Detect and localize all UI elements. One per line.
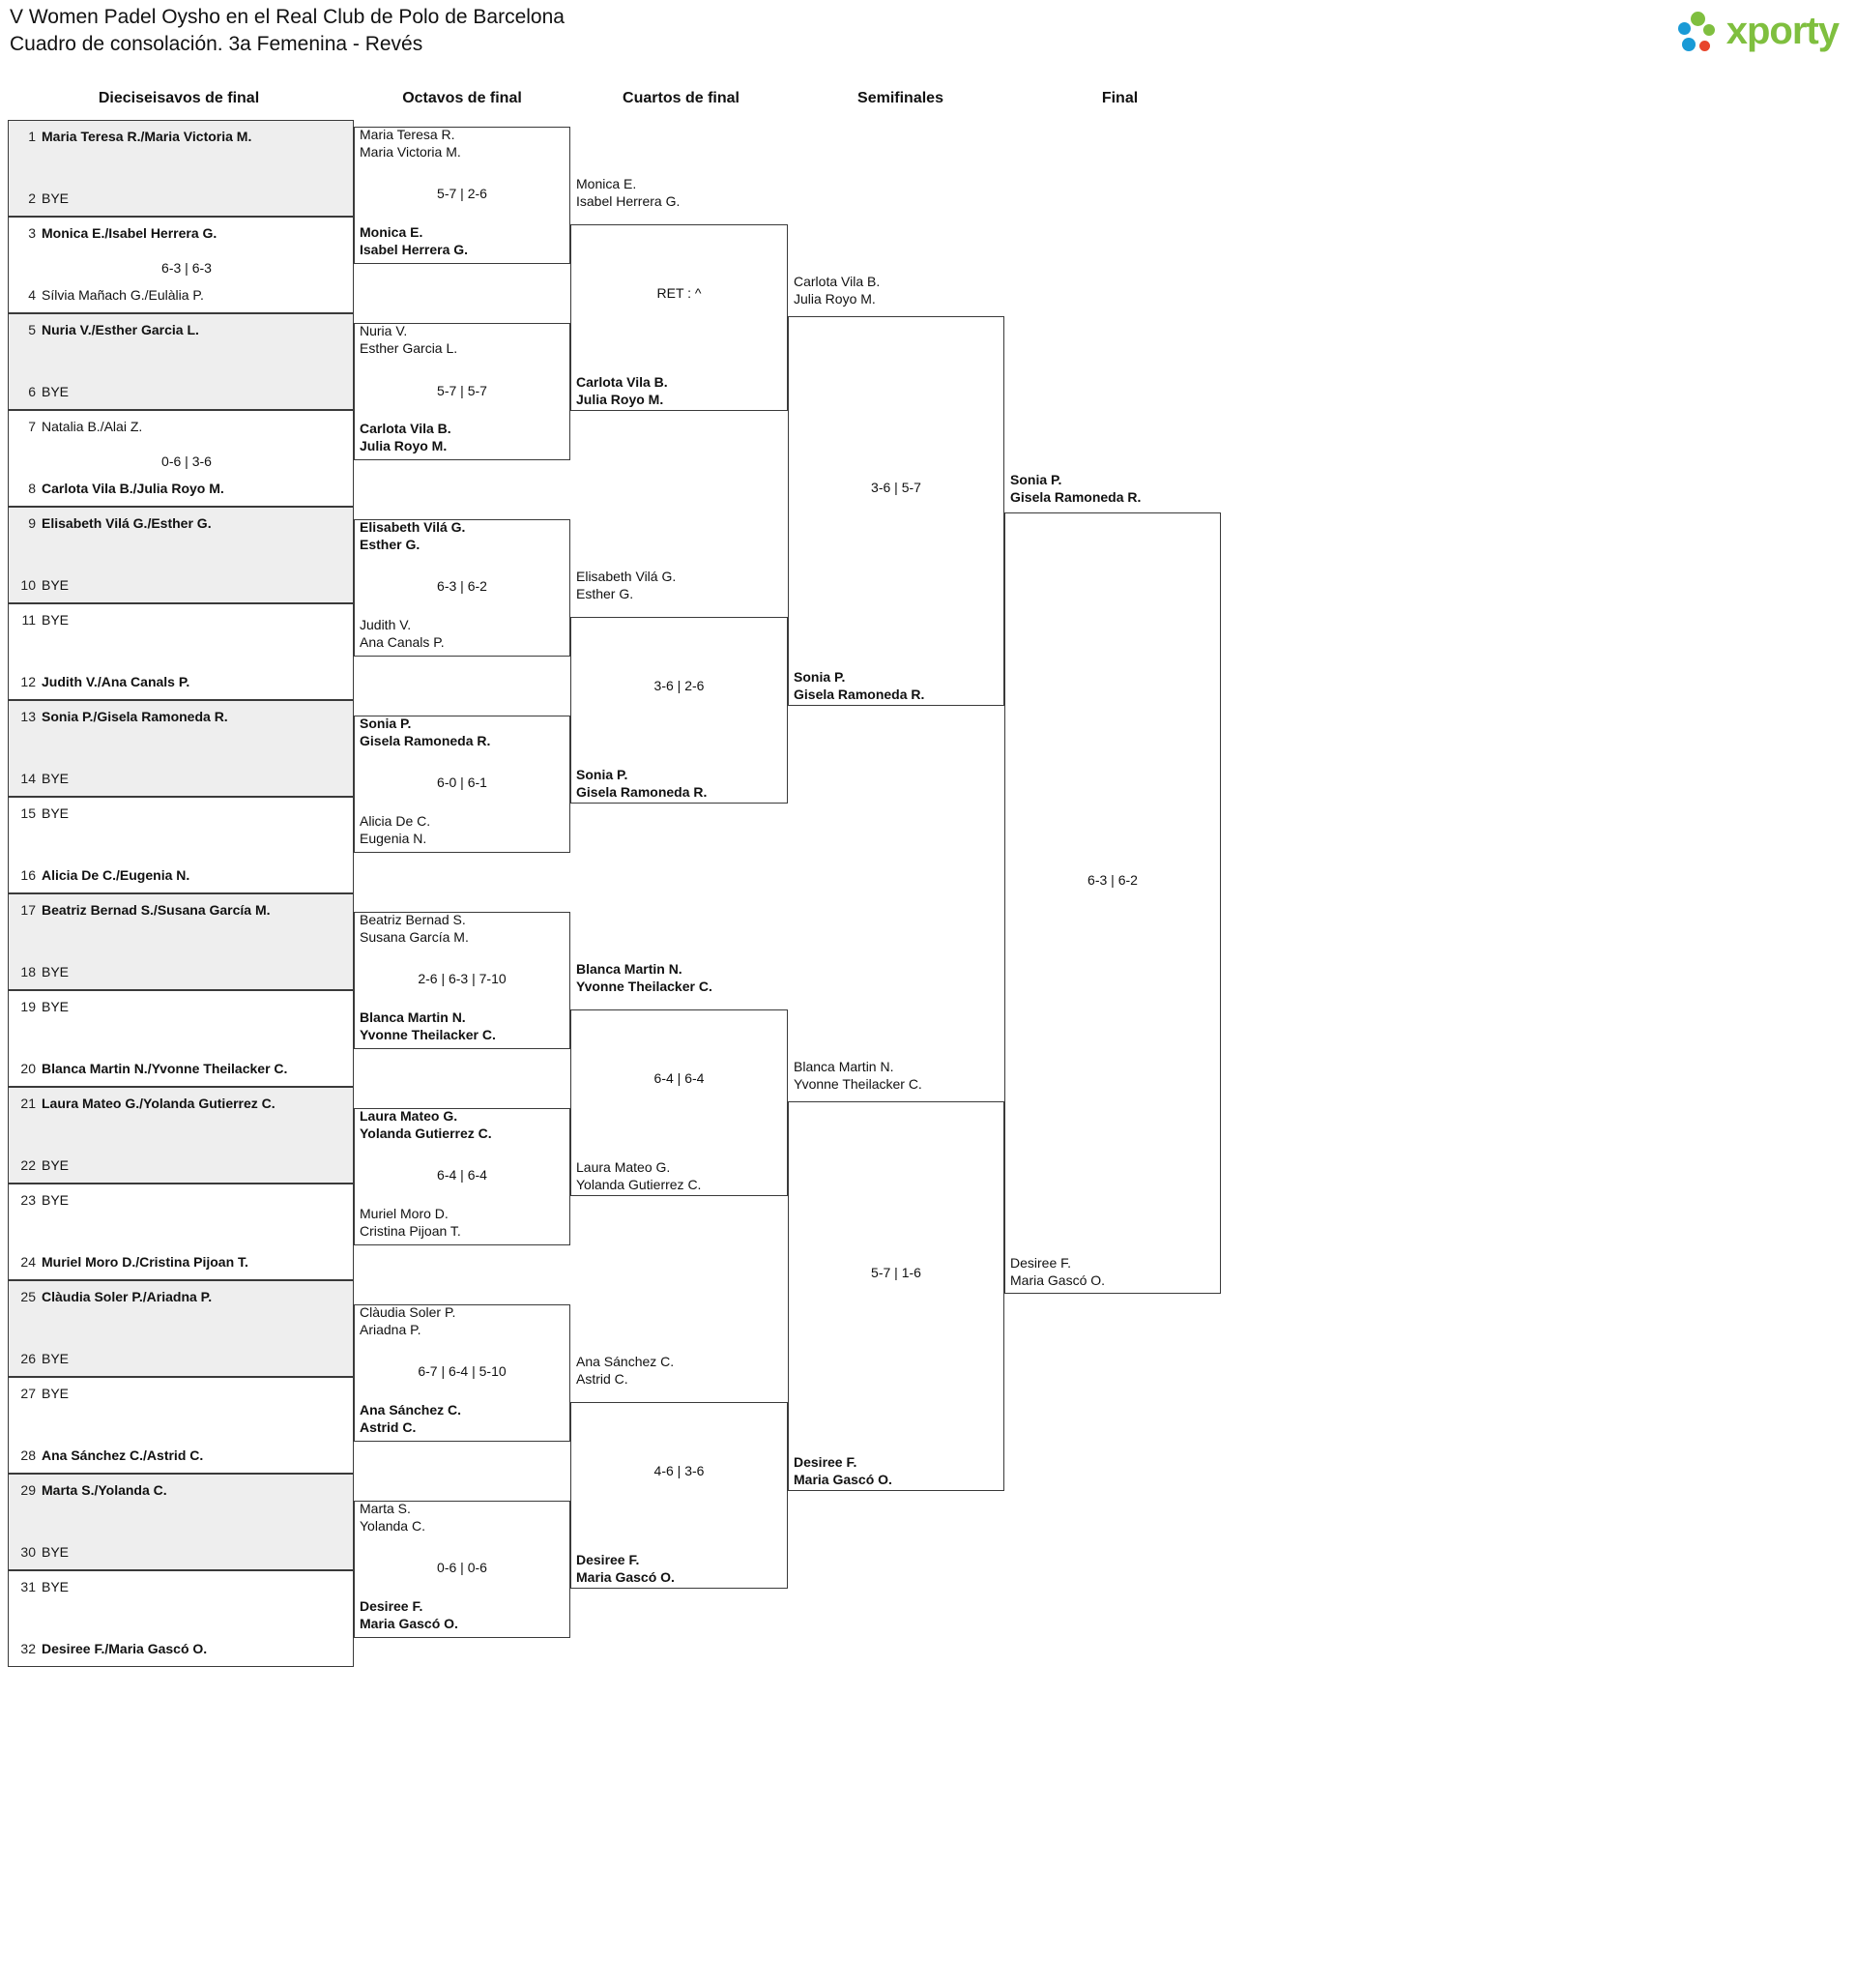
seed-pair-15[interactable] [8, 1474, 354, 1570]
seed-name: Maria Teresa R./Maria Victoria M. [42, 129, 252, 144]
match-team-top-line2: Esther Garcia L. [360, 340, 458, 356]
match-team-top-line2: Esther G. [576, 586, 634, 601]
match-team-top-line1: Marta S. [360, 1501, 411, 1516]
seed-number: 18 [20, 964, 36, 979]
seed-pair-6[interactable] [8, 603, 354, 700]
match-team-bottom-line1: Desiree F. [360, 1598, 423, 1614]
seed-name: BYE [42, 1386, 70, 1401]
match-score: 5-7 | 2-6 [437, 186, 487, 201]
seed-name: Laura Mateo G./Yolanda Gutierrez C. [42, 1096, 276, 1111]
match-team-top-line2: Yvonne Theilacker C. [794, 1076, 922, 1092]
match-team-bottom-line1: Sonia P. [576, 767, 628, 782]
match-team-bottom-line2: Maria Gascó O. [1010, 1272, 1106, 1288]
seed-pair-9[interactable] [8, 893, 354, 990]
tournament-subtitle: Cuadro de consolación. 3a Femenina - Revés [10, 33, 423, 55]
seed-name: Nuria V./Esther Garcia L. [42, 322, 199, 337]
seed-number: 24 [20, 1254, 36, 1270]
match-team-bottom-line1: Monica E. [360, 224, 423, 240]
match-score: 3-6 | 5-7 [871, 480, 921, 495]
seed-number: 6 [28, 384, 36, 399]
seed-number: 9 [28, 515, 36, 531]
match-score: 6-7 | 6-4 | 5-10 [418, 1363, 507, 1379]
match-final[interactable] [1004, 512, 1221, 1294]
match-team-top-line2: Yolanda Gutierrez C. [360, 1126, 492, 1141]
match-team-top-line2: Yvonne Theilacker C. [576, 979, 712, 994]
seed-name: BYE [42, 1544, 70, 1560]
seed-name: Sílvia Mañach G./Eulàlia P. [42, 287, 204, 303]
match-team-top-line2: Yolanda C. [360, 1518, 425, 1534]
match-team-top-line1: Sonia P. [1010, 472, 1062, 487]
seed-name: Desiree F./Maria Gascó O. [42, 1641, 208, 1656]
match-team-bottom-line1: Alicia De C. [360, 813, 431, 829]
seed-number: 12 [20, 674, 36, 689]
match-team-top-line2: Maria Victoria M. [360, 144, 461, 160]
seed-number: 17 [20, 902, 36, 918]
match-team-top-line1: Ana Sánchez C. [576, 1354, 675, 1369]
seed-name: BYE [42, 612, 70, 628]
match-team-top-line1: Elisabeth Vilá G. [360, 519, 466, 535]
page-title [10, 4, 1073, 58]
match-score: 0-6 | 0-6 [437, 1560, 487, 1575]
seed-pair-5[interactable] [8, 507, 354, 603]
seed-name: Natalia B./Alai Z. [42, 419, 143, 434]
match-team-bottom-line1: Blanca Martin N. [360, 1009, 466, 1025]
seed-number: 21 [20, 1096, 36, 1111]
match-team-top-line2: Gisela Ramoneda R. [360, 733, 491, 748]
seed-number: 2 [28, 190, 36, 206]
seed-pair-16[interactable] [8, 1570, 354, 1667]
match-team-top-line1: Clàudia Soler P. [360, 1304, 456, 1320]
match-score: 2-6 | 6-3 | 7-10 [418, 971, 507, 986]
match-team-bottom-line1: Sonia P. [794, 669, 846, 685]
match-team-bottom-line2: Julia Royo M. [360, 438, 448, 453]
match-team-bottom-line2: Maria Gascó O. [576, 1569, 675, 1585]
seed-pair-8[interactable] [8, 797, 354, 893]
seed-number: 3 [28, 225, 36, 241]
match-team-bottom-line1: Ana Sánchez C. [360, 1402, 462, 1418]
seed-name: BYE [42, 964, 70, 979]
seed-pair-2[interactable] [8, 217, 354, 313]
seed-pair-1[interactable] [8, 120, 354, 217]
match-team-bottom-line2: Julia Royo M. [576, 392, 664, 407]
seed-name: Ana Sánchez C./Astrid C. [42, 1447, 204, 1463]
logo-dots-icon [1678, 12, 1719, 52]
match-team-bottom-line1: Judith V. [360, 617, 412, 632]
match-team-bottom-line1: Desiree F. [1010, 1255, 1072, 1271]
seed-number: 20 [20, 1061, 36, 1076]
seed-number: 23 [20, 1192, 36, 1208]
match-team-top-line1: Maria Teresa R. [360, 127, 455, 142]
round-header-cuartos: Cuartos de final [623, 90, 740, 106]
match-team-bottom-line2: Astrid C. [360, 1419, 417, 1435]
match-team-top-line1: Beatriz Bernad S. [360, 912, 466, 927]
seed-name: BYE [42, 1351, 70, 1366]
seed-number: 7 [28, 419, 36, 434]
seed-name: BYE [42, 1579, 70, 1594]
match-semifinal-2[interactable] [788, 1101, 1004, 1491]
seed-name: BYE [42, 999, 70, 1014]
match-score: 5-7 | 5-7 [437, 383, 487, 398]
seed-number: 8 [28, 481, 36, 496]
seed-name: Blanca Martin N./Yvonne Theilacker C. [42, 1061, 288, 1076]
seed-number: 19 [20, 999, 36, 1014]
seed-name: Clàudia Soler P./Ariadna P. [42, 1289, 213, 1304]
seed-number: 22 [20, 1157, 36, 1173]
match-team-bottom-line1: Laura Mateo G. [576, 1159, 671, 1175]
match-semifinal-1[interactable] [788, 316, 1004, 706]
match-team-bottom-line2: Isabel Herrera G. [360, 242, 469, 257]
seed-pair-10[interactable] [8, 990, 354, 1087]
seed-name: Elisabeth Vilá G./Esther G. [42, 515, 212, 531]
seed-number: 25 [20, 1289, 36, 1304]
match-team-bottom-line1: Desiree F. [576, 1552, 640, 1567]
match-score: 3-6 | 2-6 [653, 678, 705, 693]
seed-name: Judith V./Ana Canals P. [42, 674, 190, 689]
seed-name: BYE [42, 577, 70, 593]
match-team-top-line2: Esther G. [360, 537, 420, 552]
match-team-top-line1: Nuria V. [360, 323, 408, 338]
seed-name: Sonia P./Gisela Ramoneda R. [42, 709, 228, 724]
seed-number: 10 [20, 577, 36, 593]
match-score: 6-3 | 6-2 [1088, 872, 1138, 888]
match-team-bottom-line1: Muriel Moro D. [360, 1206, 449, 1221]
seed-pair-7[interactable] [8, 700, 354, 797]
seed-number: 32 [20, 1641, 36, 1656]
seed-name: BYE [42, 805, 70, 821]
match-score: 4-6 | 3-6 [653, 1463, 705, 1478]
seed-name: Monica E./Isabel Herrera G. [42, 225, 218, 241]
match-team-bottom-line2: Maria Gascó O. [794, 1472, 892, 1487]
match-score: 5-7 | 1-6 [871, 1265, 921, 1280]
match-team-bottom-line2: Yvonne Theilacker C. [360, 1027, 496, 1042]
seed-name: BYE [42, 1157, 70, 1173]
seed-pair-13[interactable] [8, 1280, 354, 1377]
match-team-bottom-line1: Desiree F. [794, 1454, 857, 1470]
seed-pair-11[interactable] [8, 1087, 354, 1184]
seed-number: 4 [28, 287, 36, 303]
seed-score: 0-6 | 3-6 [161, 453, 212, 469]
match-team-bottom-line2: Gisela Ramoneda R. [576, 784, 708, 800]
seed-number: 30 [20, 1544, 36, 1560]
seed-name: BYE [42, 190, 70, 206]
seed-number: 15 [20, 805, 36, 821]
match-team-top-line1: Elisabeth Vilá G. [576, 569, 677, 584]
match-team-top-line1: Laura Mateo G. [360, 1108, 458, 1124]
round-header-final: Final [1101, 90, 1139, 106]
match-team-top-line1: Blanca Martin N. [576, 961, 682, 977]
seed-number: 29 [20, 1482, 36, 1498]
match-team-bottom-line1: Carlota Vila B. [576, 374, 668, 390]
round-header-r16: Dieciseisavos de final [98, 90, 260, 106]
match-team-bottom-line2: Maria Gascó O. [360, 1616, 458, 1631]
match-team-top-line2: Isabel Herrera G. [576, 193, 681, 209]
seed-name: Marta S./Yolanda C. [42, 1482, 167, 1498]
match-team-top-line2: Gisela Ramoneda R. [1010, 489, 1142, 505]
match-team-top-line1: Blanca Martin N. [794, 1059, 894, 1074]
seed-number: 16 [20, 867, 36, 883]
seed-name: Carlota Vila B./Julia Royo M. [42, 481, 224, 496]
round-header-octavos: Octavos de final [402, 90, 522, 106]
seed-pair-12[interactable] [8, 1184, 354, 1280]
match-team-top-line1: Sonia P. [360, 716, 412, 731]
match-score: 6-3 | 6-2 [437, 578, 487, 594]
seed-number: 31 [20, 1579, 36, 1594]
match-team-bottom-line2: Yolanda Gutierrez C. [576, 1177, 702, 1192]
match-score: 6-0 | 6-1 [437, 775, 487, 790]
match-score: 6-4 | 6-4 [437, 1167, 487, 1183]
seed-name: Muriel Moro D./Cristina Pijoan T. [42, 1254, 248, 1270]
match-team-bottom-line1: Carlota Vila B. [360, 421, 451, 436]
seed-number: 27 [20, 1386, 36, 1401]
seed-number: 5 [28, 322, 36, 337]
seed-score: 6-3 | 6-3 [161, 260, 212, 276]
seed-name: BYE [42, 1192, 70, 1208]
seed-number: 28 [20, 1447, 36, 1463]
match-team-top-line2: Astrid C. [576, 1371, 628, 1387]
match-team-top-line1: Carlota Vila B. [794, 274, 881, 289]
match-team-bottom-line2: Cristina Pijoan T. [360, 1223, 461, 1239]
seed-number: 14 [20, 771, 36, 786]
seed-pair-4[interactable] [8, 410, 354, 507]
match-score: RET : ^ [656, 285, 702, 301]
logo-text: xporty [1726, 10, 1839, 52]
match-team-top-line2: Ariadna P. [360, 1322, 421, 1337]
seed-name: Alicia De C./Eugenia N. [42, 867, 190, 883]
seed-pair-14[interactable] [8, 1377, 354, 1474]
seed-name: BYE [42, 771, 70, 786]
xporty-logo [1678, 10, 1839, 53]
round-header-semifinales: Semifinales [857, 90, 943, 106]
seed-number: 13 [20, 709, 36, 724]
tournament-title: V Women Padel Oysho en el Real Club de Polo de Barcelona [10, 6, 565, 28]
match-team-top-line1: Monica E. [576, 176, 637, 191]
seed-number: 1 [28, 129, 36, 144]
seed-number: 11 [21, 612, 36, 628]
match-team-top-line2: Julia Royo M. [794, 291, 876, 307]
match-team-bottom-line2: Gisela Ramoneda R. [794, 687, 925, 702]
seed-name: BYE [42, 384, 70, 399]
seed-name: Beatriz Bernad S./Susana García M. [42, 902, 271, 918]
match-team-bottom-line2: Eugenia N. [360, 831, 427, 846]
seed-pair-3[interactable] [8, 313, 354, 410]
match-team-top-line2: Susana García M. [360, 929, 469, 945]
match-score: 6-4 | 6-4 [653, 1070, 705, 1086]
match-team-bottom-line2: Ana Canals P. [360, 634, 445, 650]
seed-number: 26 [20, 1351, 36, 1366]
